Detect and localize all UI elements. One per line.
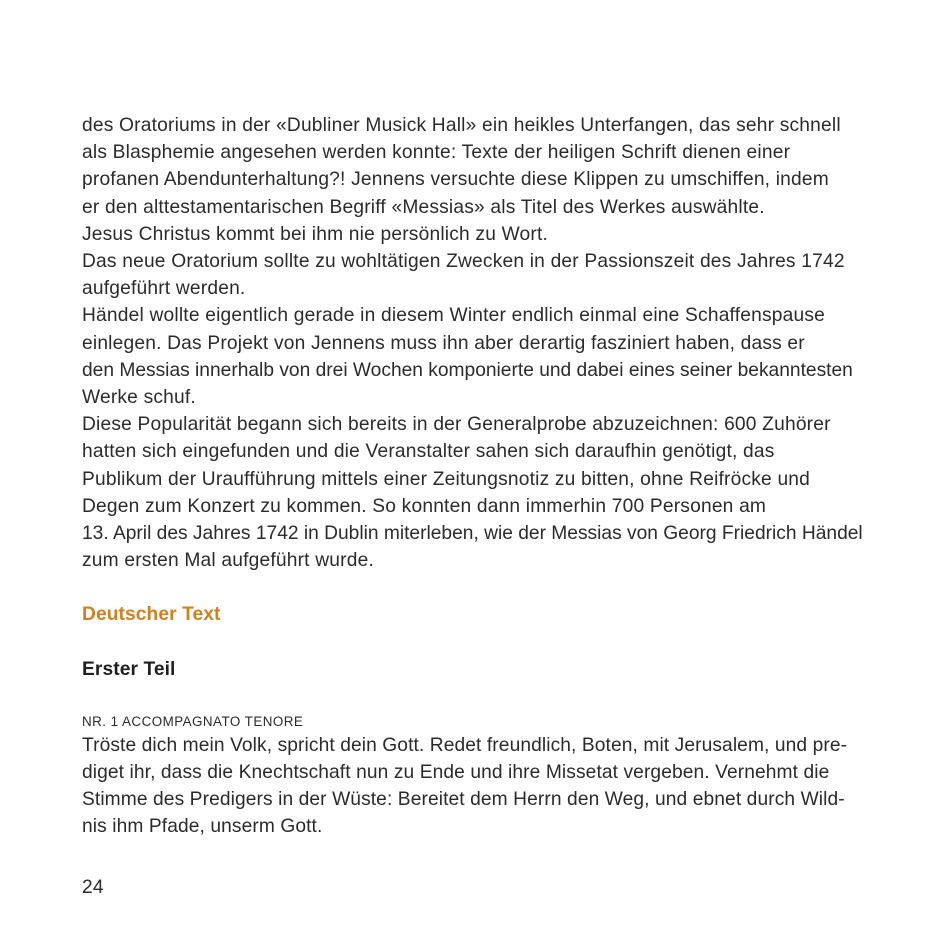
part-title-erster-teil: Erster Teil — [82, 658, 176, 680]
body-text-line: als Blasphemie angesehen werden konnte: Texte der heiligen Schrift dienen einer — [82, 142, 791, 164]
body-text-line: Degen zum Konzert zu kommen. So konnten dann immerhin 700 Personen am — [82, 495, 767, 517]
lyric-text-line: Tröste dich mein Volk, spricht dein Gott. Redet freundlich, Boten, mit Jerusalem, und pre- — [82, 734, 848, 756]
section-title-deutscher-text: Deutscher Text — [82, 604, 221, 626]
lyric-text-line: Stimme des Predigers in der Wüste: Bereitet dem Herrn den Weg, und ebnet durch Wild- — [82, 789, 845, 811]
part-spacer — [82, 683, 885, 712]
lyric-text-line: diget ihr, dass die Knechtschaft nun zu Ende und ihre Missetat vergeben. Vernehmt die — [82, 762, 830, 784]
body-text-line: einlegen. Das Projekt von Jennens muss ihn aber derartig fasziniert haben, dass er — [82, 332, 805, 354]
movement-label: NR. 1 ACCOMPAGNATO TENORE — [82, 713, 304, 729]
body-text-line: Händel wollte eigentlich gerade in diesem Winter endlich einmal eine Schaffenspause — [82, 305, 826, 327]
page-number: 24 — [82, 877, 104, 898]
body-text-line: hatten sich eingefunden und die Veranstalter sahen sich daraufhin genötigt, das — [82, 441, 775, 463]
movement-lyric-block — [82, 732, 885, 841]
body-text-line: Publikum der Uraufführung mittels einer Zeitungsnotiz zu bitten, ohne Reifröcke und — [82, 468, 811, 490]
lyric-text-line: nis ihm Pfade, unserm Gott. — [82, 816, 323, 838]
body-text-line: 13. April des Jahres 1742 in Dublin miterleben, wie der Messias von Georg Friedrich Händel — [82, 523, 863, 545]
body-text-line: zum ersten Mal aufgeführt wurde. — [82, 550, 374, 572]
body-text-line: des Oratoriums in der «Dubliner Musick Hall» ein heikles Unterfangen, das sehr schnell — [82, 115, 841, 136]
body-text-line: er den alttestamentarischen Begriff «Messias» als Titel des Werkes auswählte. — [82, 196, 765, 218]
body-text-line: profanen Abendunterhaltung?! Jennens versuchte diese Klippen zu umschiffen, indem — [82, 169, 829, 191]
body-text-line: Jesus Christus kommt bei ihm nie persönlich zu Wort. — [82, 223, 549, 245]
intro-paragraph-block — [82, 112, 872, 574]
body-text-line: aufgeführt werden. — [82, 278, 246, 300]
body-text-line: Das neue Oratorium sollte zu wohltätigen Zwecken in der Passionszeit des Jahres 1742 — [82, 251, 845, 273]
heading-spacer — [82, 629, 885, 656]
body-text-line: Diese Popularität begann sich bereits in der Generalprobe abzuzeichnen: 600 Zuhörer — [82, 414, 831, 436]
section-heading-wrapper — [82, 601, 885, 628]
body-text-line: den Messias innerhalb von drei Wochen komponierte und dabei eines seiner bekanntesten — [82, 359, 853, 381]
body-text-line: Werke schuf. — [82, 387, 196, 409]
